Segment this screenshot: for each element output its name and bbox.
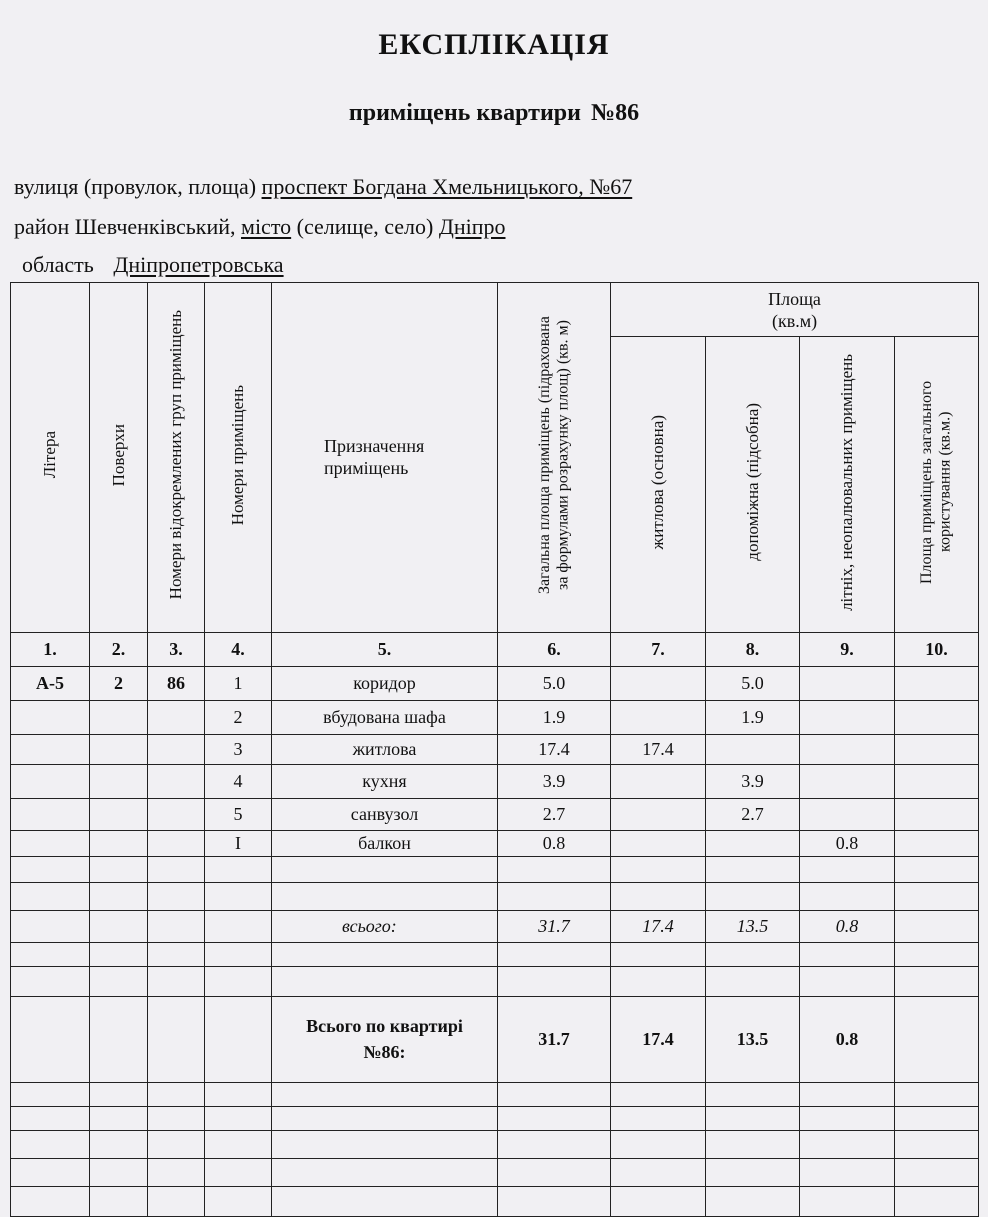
header-living: житлова (основна) [611,337,706,633]
grand-total-label-line2: №86: [363,1041,406,1062]
grand-total-living: 17.4 [611,997,706,1083]
col-num: 9. [800,633,895,667]
living-cell [611,799,706,831]
living-cell [611,765,706,799]
grand-total-label-line1: Всього по квартирі [306,1016,463,1037]
district-city-line [14,214,506,240]
street-line [14,174,632,200]
living-cell [611,701,706,735]
group-number-cell: 86 [148,667,205,701]
total-cell: 1.9 [498,701,611,735]
header-total-area: Загальна площа приміщень (підрахована за формулами розрахунку площ) (кв. м) [498,283,611,633]
empty-row [11,1131,979,1159]
summer-cell [800,701,895,735]
purpose-cell: санвузол [272,799,498,831]
common-cell [895,735,979,765]
summer-cell [800,667,895,701]
purpose-cell: житлова [272,735,498,765]
purpose-cell: кухня [272,765,498,799]
common-cell [895,799,979,831]
document-subtitle [0,100,988,127]
explication-table [10,282,979,1217]
col-num: 7. [611,633,706,667]
header-row-1 [11,283,979,337]
aux-cell: 1.9 [706,701,800,735]
aux-cell: 3.9 [706,765,800,799]
table-row [11,701,979,735]
header-area-group [611,283,979,337]
empty-row [11,1159,979,1187]
total-cell: 5.0 [498,667,611,701]
room-number-cell: 5 [205,799,272,831]
col-num: 4. [205,633,272,667]
city-value: Дніпро [438,214,506,239]
living-cell [611,831,706,857]
aux-cell [706,735,800,765]
room-number-cell: I [205,831,272,857]
header-floors: Поверхи [90,283,148,633]
room-number-cell: 2 [205,701,272,735]
subtotal-aux: 13.5 [706,911,800,943]
col-num: 6. [498,633,611,667]
table-row [11,765,979,799]
region-value: Дніпропетровська [113,252,284,277]
district-label: район Шевченківський, [14,214,236,239]
floor-cell: 2 [90,667,148,701]
litera-cell: А-5 [11,667,90,701]
living-cell [611,667,706,701]
col-num: 1. [11,633,90,667]
purpose-cell: балкон [272,831,498,857]
header-summer: літніх, неопалювальних приміщень [800,337,895,633]
table-row [11,799,979,831]
document-title: ЕКСПЛІКАЦІЯ [378,28,610,61]
col-num: 5. [272,633,498,667]
total-cell: 2.7 [498,799,611,831]
street-value: проспект Богдана Хмельницького, №67 [261,174,633,199]
grand-total-row [11,997,979,1083]
summer-cell [800,799,895,831]
empty-row [11,967,979,997]
area-unit: (кв.м) [771,310,818,331]
header-auxiliary: допоміжна (підсобна) [706,337,800,633]
grand-total-label [272,997,498,1083]
empty-row [11,883,979,911]
header-purpose: Призначення приміщень [272,283,498,633]
living-cell: 17.4 [611,735,706,765]
header-room-numbers: Номери приміщень [205,283,272,633]
summer-cell [800,735,895,765]
grand-total-aux: 13.5 [706,997,800,1083]
table-row [11,831,979,857]
empty-row [11,1083,979,1107]
header-litera: Літера [11,283,90,633]
header-group-numbers: Номери відокремлених груп приміщень [148,283,205,633]
room-number-cell: 3 [205,735,272,765]
col-num: 8. [706,633,800,667]
region-line [22,252,284,278]
table-row [11,667,979,701]
subtotal-living: 17.4 [611,911,706,943]
empty-row [11,857,979,883]
total-cell: 17.4 [498,735,611,765]
subtitle-text: приміщень квартири [348,100,581,126]
total-cell: 3.9 [498,765,611,799]
room-number-cell: 4 [205,765,272,799]
empty-row [11,1107,979,1131]
summer-cell [800,765,895,799]
empty-row [11,1187,979,1217]
city-label: місто [241,214,292,239]
summer-cell: 0.8 [800,831,895,857]
col-num: 10. [895,633,979,667]
subtotal-total: 31.7 [498,911,611,943]
city-label-rest: (селище, село) [296,214,434,239]
room-number-cell: 1 [205,667,272,701]
table-row [11,735,979,765]
header-common: Площа приміщень загального користування (кв.м.) [895,337,979,633]
grand-total-total: 31.7 [498,997,611,1083]
col-num: 3. [148,633,205,667]
subtotal-label: всього: [272,911,498,943]
apartment-number: №86 [590,100,640,126]
col-num: 2. [90,633,148,667]
common-cell [895,701,979,735]
street-label: вулиця (провулок, площа) [14,174,257,199]
region-label: область [22,252,94,277]
purpose-cell: коридор [272,667,498,701]
empty-row [11,943,979,967]
common-cell [895,667,979,701]
common-cell [895,765,979,799]
common-cell [895,831,979,857]
column-numbers-row [11,633,979,667]
aux-cell: 5.0 [706,667,800,701]
purpose-cell: вбудована шафа [272,701,498,735]
aux-cell [706,831,800,857]
subtotal-summer: 0.8 [800,911,895,943]
area-label: Площа [768,288,821,309]
aux-cell: 2.7 [706,799,800,831]
total-cell: 0.8 [498,831,611,857]
grand-total-summer: 0.8 [800,997,895,1083]
subtotal-row [11,911,979,943]
